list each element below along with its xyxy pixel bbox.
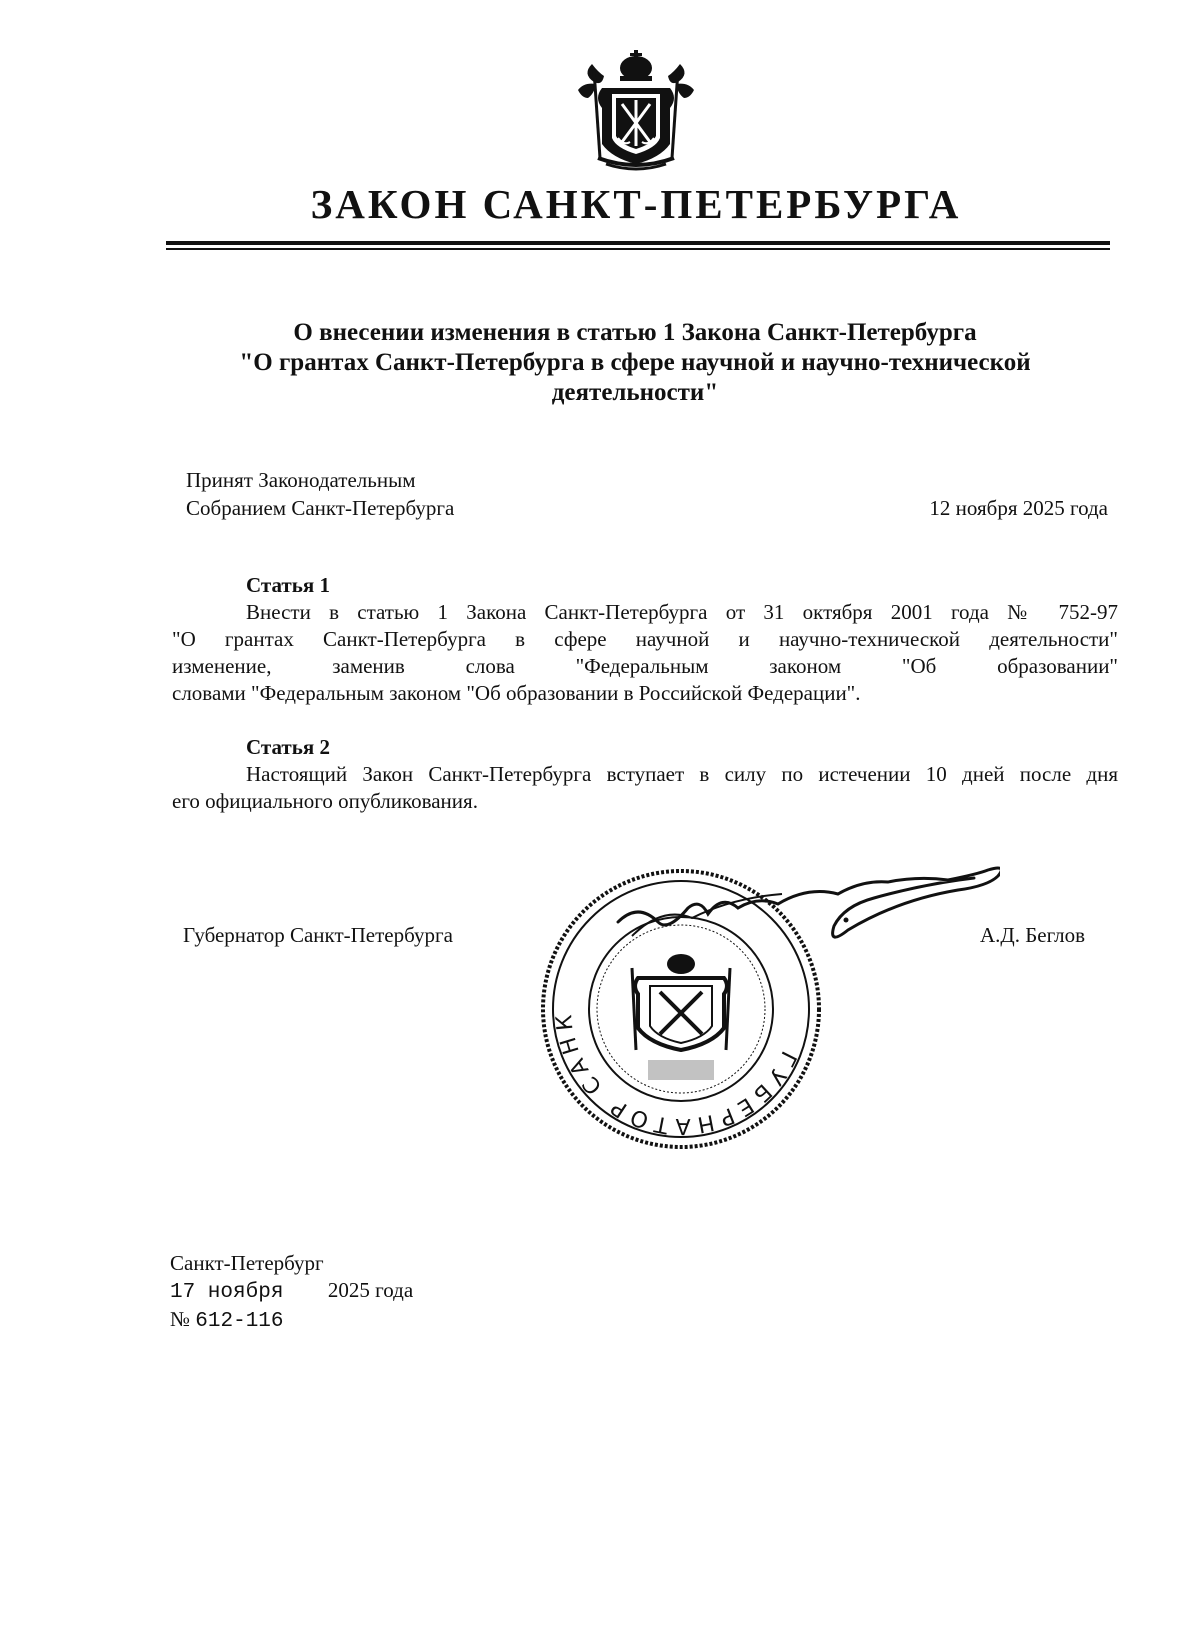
document-title: ЗАКОН САНКТ-ПЕТЕРБУРГА [310,181,962,227]
article-1-heading: Статья 1 [246,573,330,597]
governor-name: А.Д. Беглов [980,923,1086,947]
law-name-line: "О грантах Санкт-Петербурга в сфере научной и научно-технической [239,349,1031,376]
article-line: Настоящий Закон Санкт-Петербурга вступает в силу по истечении 10 дней после дня [246,762,1118,786]
article-line: Внести в статью 1 Закона Санкт-Петербурга от 31 октября 2001 года № 752-97 [246,600,1118,624]
adoption-line: Принят Законодательным [186,468,416,492]
title-rule-thick [166,241,1110,245]
seal-text: ГУБЕРНАТОР САНК [551,1007,801,1139]
article-2-heading: Статья 2 [246,735,330,759]
article-line: его официального опубликования. [172,789,478,813]
adoption-date: 12 ноября 2025 года [929,496,1108,520]
title-rule-thin [166,248,1110,250]
adoption-line: Собранием Санкт-Петербурга [186,496,455,520]
article-line: словами "Федеральным законом "Об образовании в Российской Федерации". [172,681,861,705]
coat-of-arms-emblem [572,50,700,172]
law-number: 612-116 [195,1310,284,1333]
governor-title: Губернатор Санкт-Петербурга [183,923,453,947]
law-name-line: О внесении изменения в статью 1 Закона Санкт-Петербурга [293,319,977,346]
law-name-line: деятельности" [551,379,719,406]
article-1-body [172,599,1118,707]
article-line: изменение, заменив слова "Федеральным законом "Об образовании" [172,654,1118,678]
law-name [150,318,1120,408]
law-number-prefix: № [170,1307,191,1331]
signing-city: Санкт-Петербург [170,1251,324,1275]
adoption-note [186,466,454,522]
article-line: "О грантах Санкт-Петербурга в сфере научной и научно-технической деятельности" [172,627,1118,651]
signing-day-month: 17 ноября [170,1281,284,1304]
handwritten-signature [608,862,1000,960]
signing-details [170,1250,413,1335]
signing-year: 2025 года [327,1278,414,1302]
article-2-body [172,761,1118,815]
